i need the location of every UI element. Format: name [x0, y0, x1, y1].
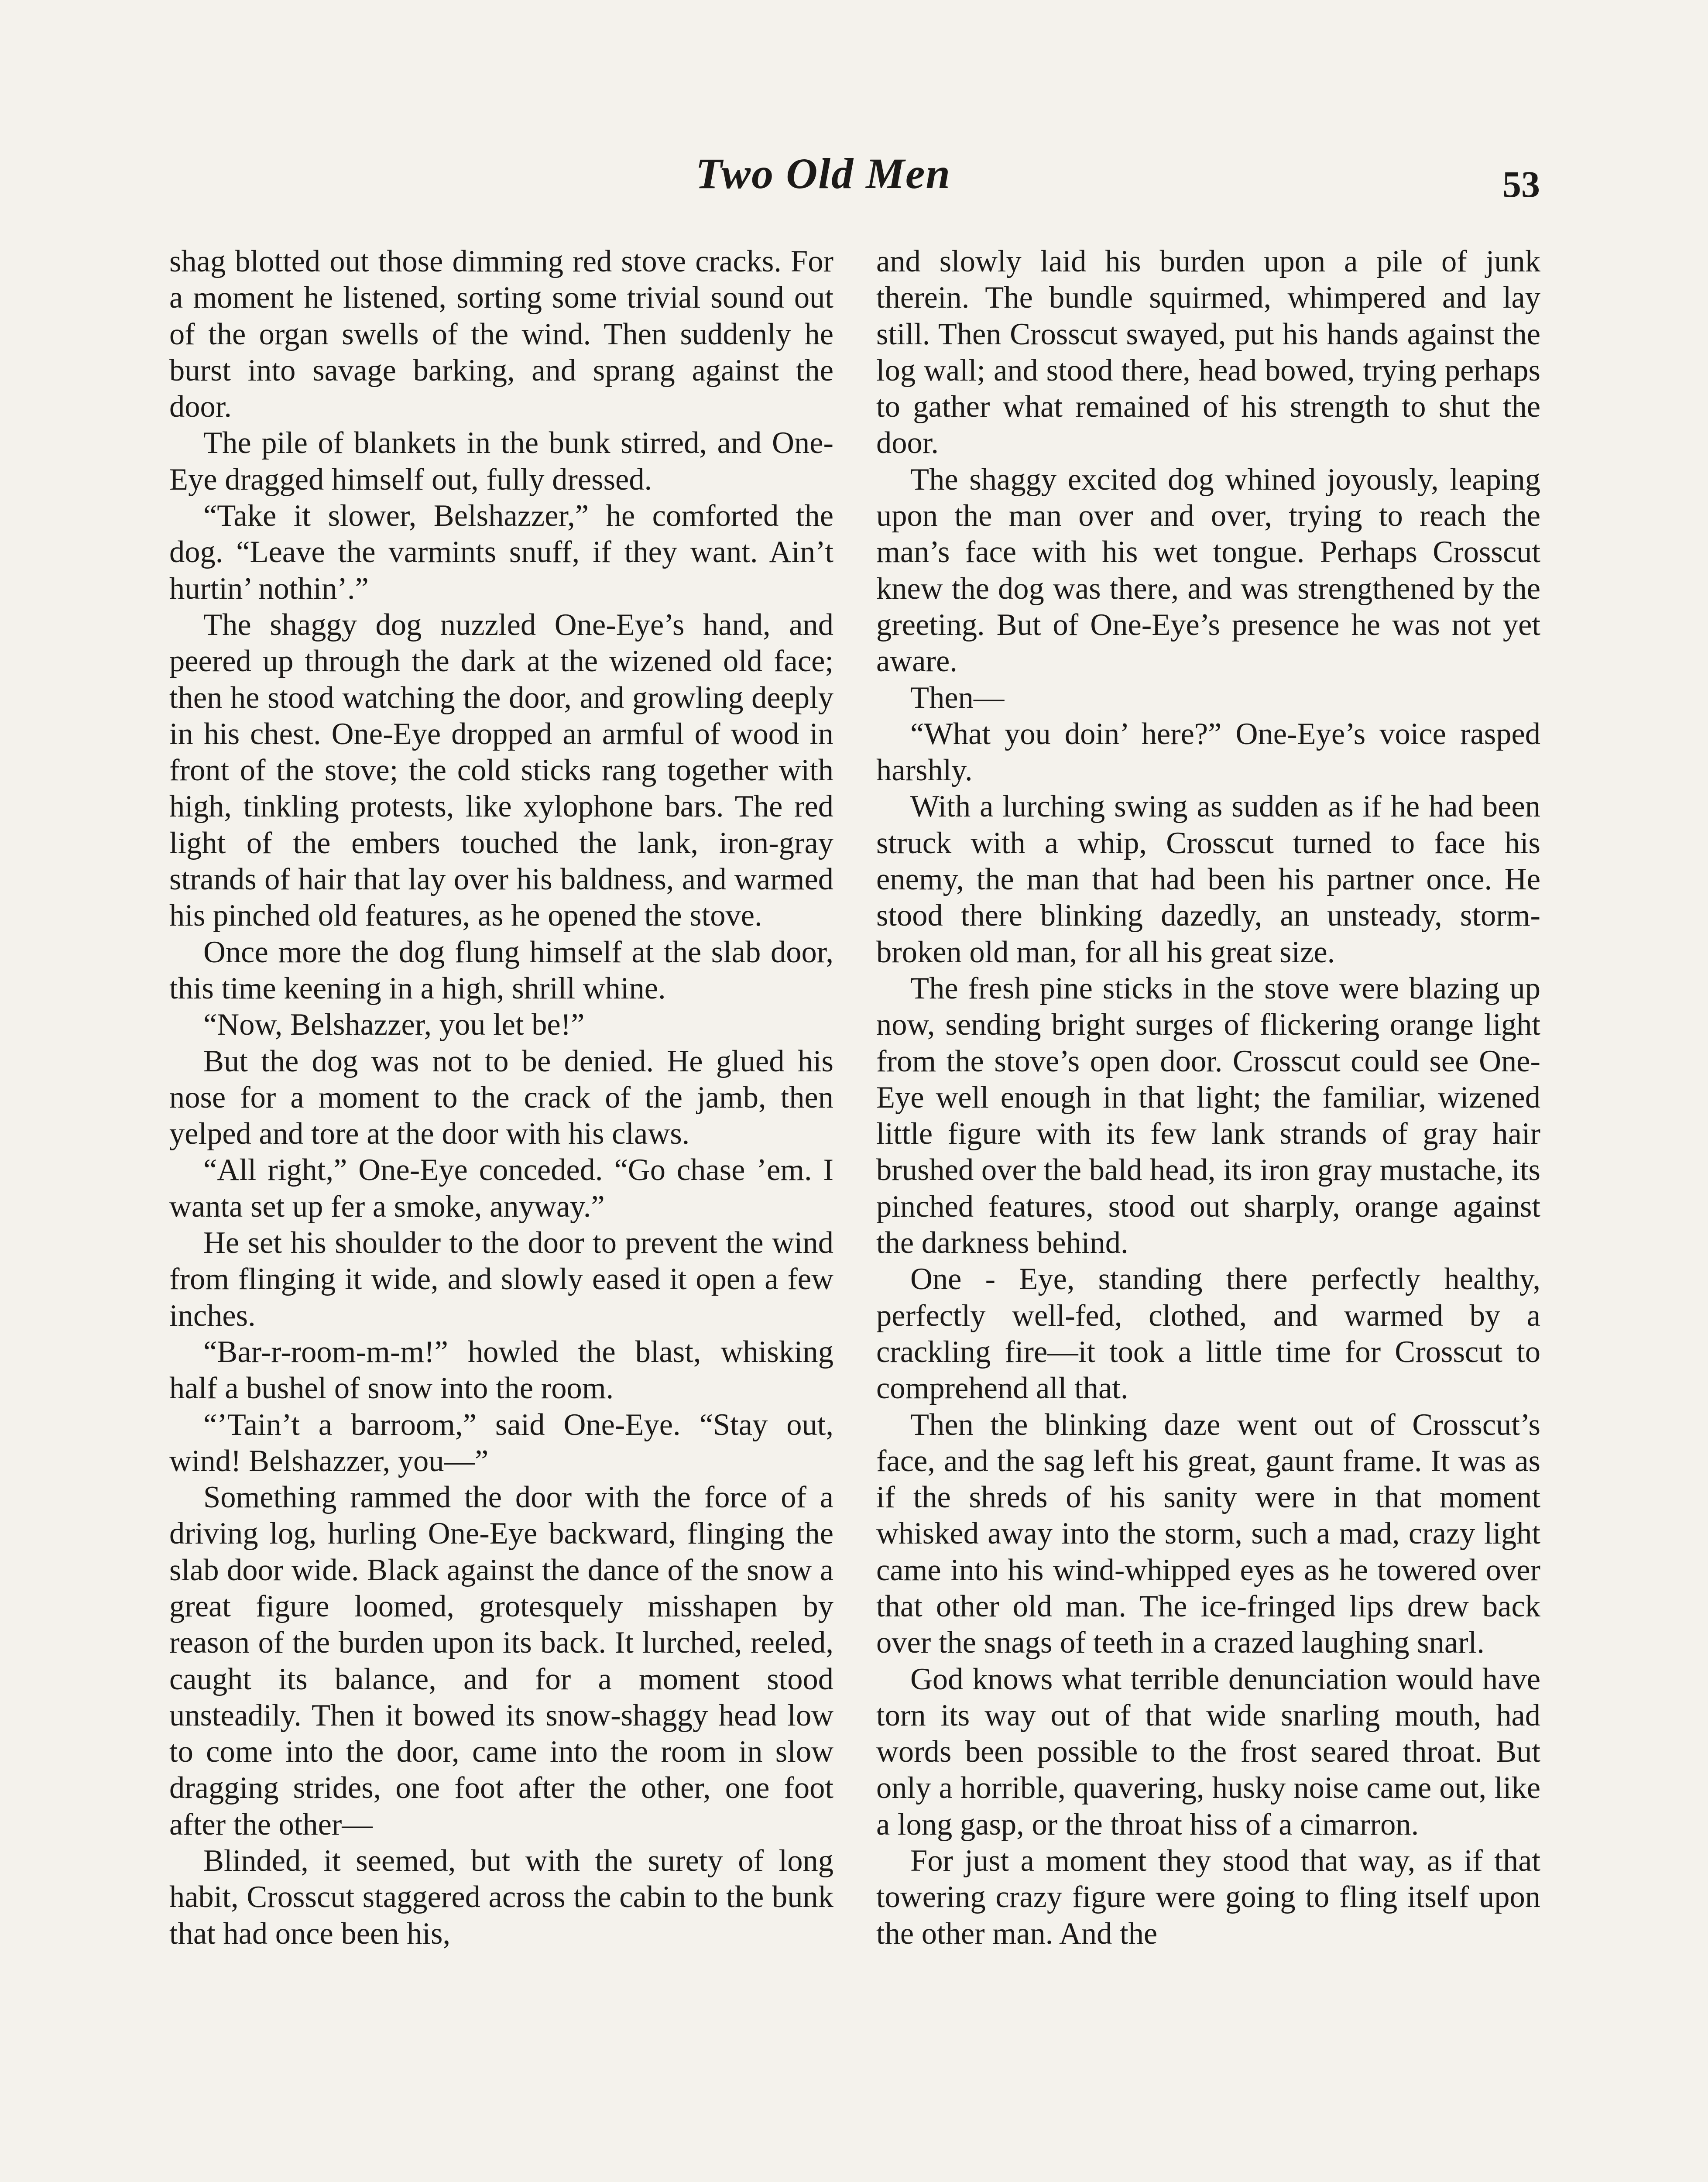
paragraph: Something rammed the door with the force of a driving log, hurling One-Eye backward, flinging the slab door wide. Black against the dance of the snow a great figure loomed, grotesquely misshapen by reason of the burden upon its back. It lurched, reeled, caught its balance, and for a moment stood unsteadily. Then it bowed its snow-shaggy head low to come into the door, came into the room in slow dragging strides, one foot after the other, one foot after the other— — [169, 1480, 833, 1842]
paragraph: Blinded, it seemed, but with the surety of long habit, Crosscut staggered across the cabin to the bunk that had once been his, — [169, 1844, 833, 1951]
paragraph: “All right,” One-Eye conceded. “Go chase ’em. I wanta set up fer a smoke, anyway.” — [169, 1153, 833, 1224]
page-number: 53 — [1502, 163, 1540, 205]
paragraph: The pile of blankets in the bunk stirred, and One-Eye dragged himself out, fully dressed. — [169, 426, 833, 497]
left-column — [169, 244, 833, 1952]
paragraph: shag blotted out those dimming red stove cracks. For a moment he listened, sorting some trivial sound out of the organ swells of the wind. Then suddenly he burst into savage barking, and sprang against the door. — [169, 244, 833, 424]
paragraph: He set his shoulder to the door to prevent the wind from flinging it wide, and slowly eased it open a few inches. — [169, 1226, 833, 1333]
paragraph: Then— — [910, 680, 1005, 715]
paragraph: The shaggy dog nuzzled One-Eye’s hand, and peered up through the dark at the wizened old face; then he stood watching the door, and growling deeply in his chest. One-Eye dropped an armful of wood in front of the stove; the cold sticks rang together with high, tinkling protests, like xylophone bars. The red light of the embers touched the lank, iron-gray strands of hair that lay over his baldness, and warmed his pinched old features, as he opened the stove. — [169, 607, 833, 933]
paragraph: With a lurching swing as sudden as if he had been struck with a whip, Crosscut turned to face his enemy, the man that had been his partner once. He stood there blinking dazedly, an unsteady, storm-broken old man, for all his great size. — [876, 789, 1540, 969]
paragraph: The fresh pine sticks in the stove were blazing up now, sending bright surges of flickering orange light from the stove’s open door. Crosscut could see One-Eye well enough in that light; the familiar, wizened little figure with its few lank strands of gray hair brushed over the bald head, its iron gray mustache, its pinched features, stood out sharply, orange against the darkness behind. — [876, 971, 1540, 1260]
paragraph: Once more the dog flung himself at the slab door, this time keening in a high, shrill whine. — [169, 935, 833, 1005]
paragraph: Then the blinking daze went out of Crosscut’s face, and the sag left his great, gaunt frame. It was as if the shreds of his sanity were in that moment whisked away into the storm, such a mad, crazy light came into his wind-whipped eyes as he towered over that other old man. The ice-fringed lips drew back over the snags of teeth in a crazed laughing snarl. — [876, 1407, 1540, 1660]
paragraph: God knows what terrible denunciation would have torn its way out of that wide snarling mouth, had words been possible to the frost seared throat. But only a horrible, quavering, husky noise came out, like a long gasp, or the throat hiss of a cimarron. — [876, 1662, 1540, 1842]
page-header — [0, 148, 1708, 205]
paragraph: “What you doin’ here?” One-Eye’s voice rasped harshly. — [876, 717, 1540, 788]
running-title: Two Old Men — [696, 149, 951, 198]
paragraph: For just a moment they stood that way, as if that towering crazy figure were going to fling itself upon the other man. And the — [876, 1844, 1540, 1951]
paragraph: The shaggy excited dog whined joyously, leaping upon the man over and over, trying to reach the man’s face with his wet tongue. Perhaps Crosscut knew the dog was there, and was strengthened by the greeting. But of One-Eye’s presence he was not yet aware. — [876, 462, 1540, 679]
right-column — [876, 244, 1540, 1952]
paragraph: and slowly laid his burden upon a pile of junk therein. The bundle squirmed, whimpered and lay still. Then Crosscut swayed, put his hands against the log wall; and stood there, head bowed, trying perhaps to gather what remained of his strength to shut the door. — [876, 244, 1540, 460]
paragraph: But the dog was not to be denied. He glued his nose for a moment to the crack of the jamb, then yelped and tore at the door with his claws. — [169, 1044, 833, 1151]
paragraph: One - Eye, standing there perfectly healthy, perfectly well-fed, clothed, and warmed by a crackling fire—it took a little time for Crosscut to comprehend all that. — [876, 1262, 1540, 1406]
paragraph: “Bar-r-room-m-m!” howled the blast, whisking half a bushel of snow into the room. — [169, 1335, 833, 1406]
paragraph: “’Tain’t a barroom,” said One-Eye. “Stay out, wind! Belshazzer, you—” — [169, 1407, 833, 1478]
paragraph: “Take it slower, Belshazzer,” he comforted the dog. “Leave the varmints snuff, if they want. Ain’t hurtin’ nothin’.” — [169, 499, 833, 606]
paragraph: “Now, Belshazzer, you let be!” — [203, 1008, 585, 1042]
